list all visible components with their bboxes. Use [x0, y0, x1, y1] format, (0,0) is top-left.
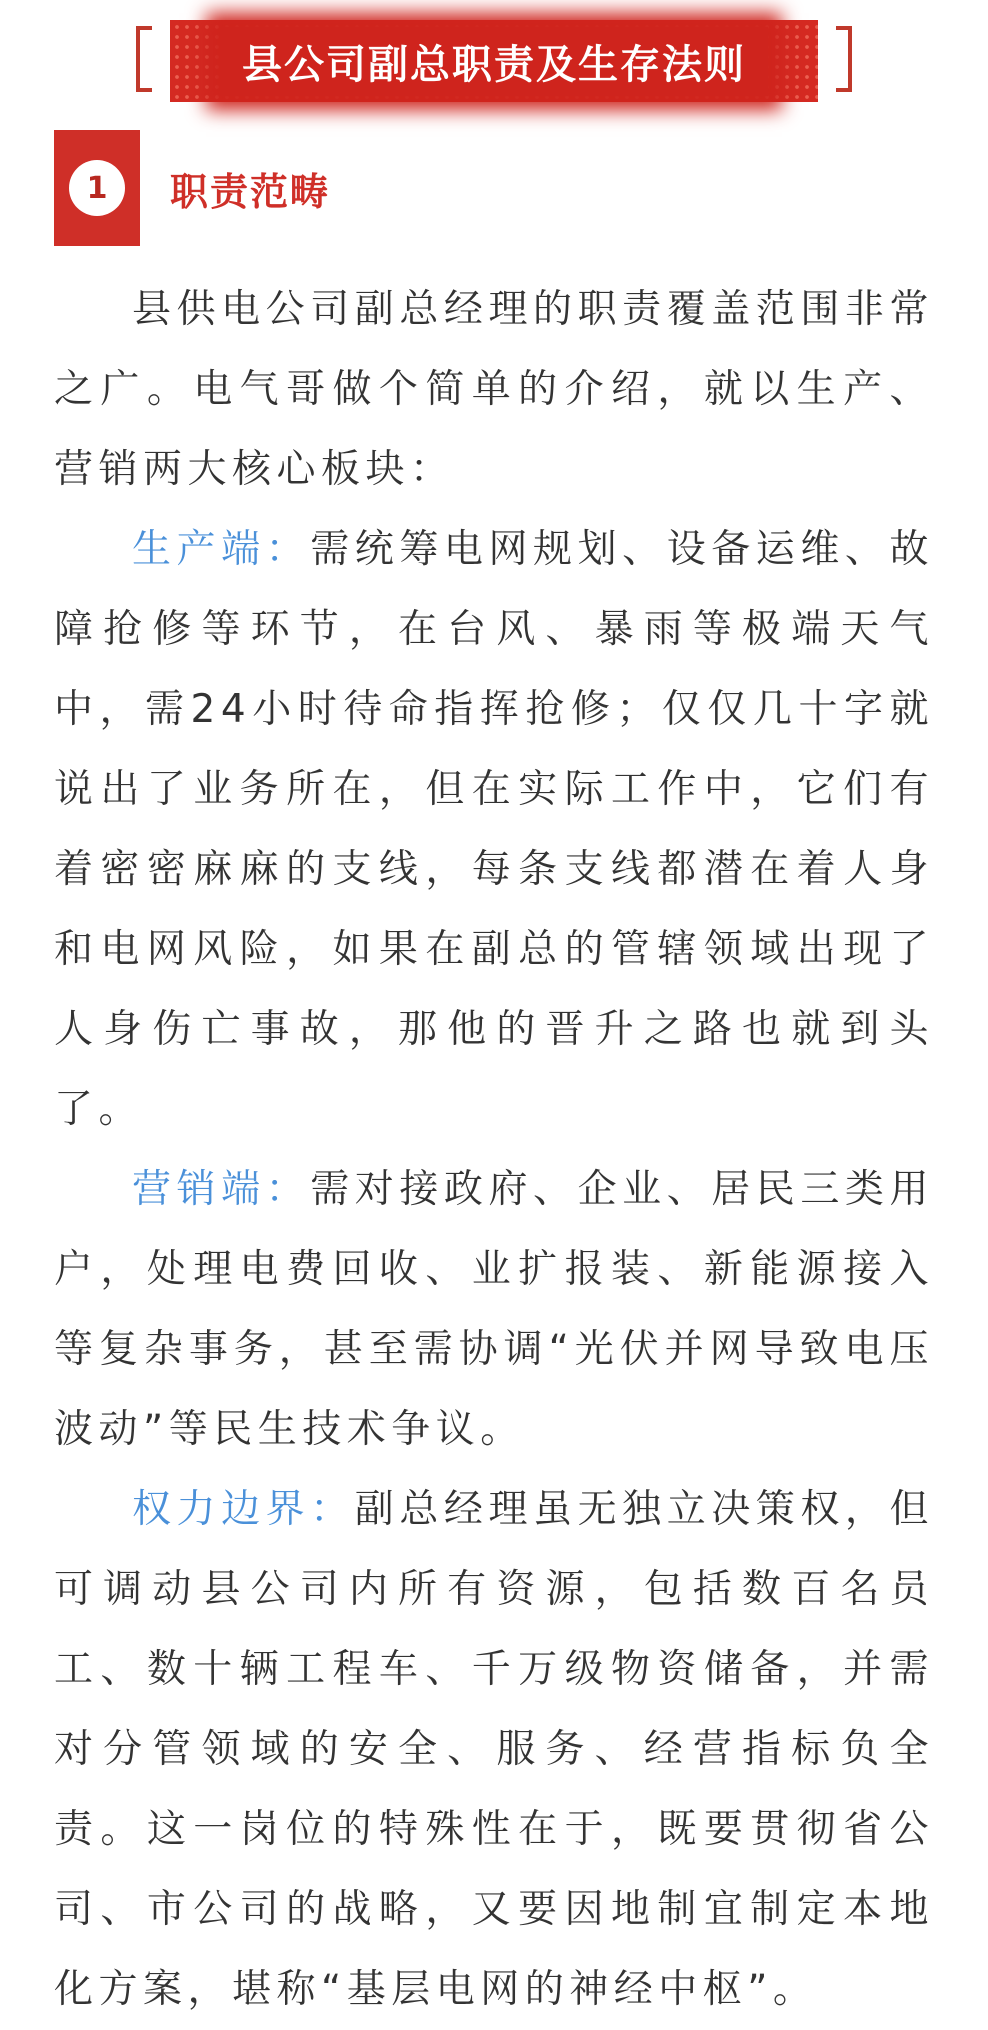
- authority-label: 权力边界：: [132, 1487, 355, 1532]
- production-text: 需统筹电网规划、设备运维、故障抢修等环节，在台风、暴雨等极端天气中，需24小时待命指挥抢修；仅仅几十字就说出了业务所在，但在实际工作中，它们有着密密麻麻的支线，每条支线都潜在着人身和电网风险，如果在副总的管辖领域出现了人身伤亡事故，那他的晋升之路也就到头了。: [54, 527, 934, 1132]
- banner-title: 县公司副总职责及生存法则: [242, 41, 746, 88]
- intro-paragraph: 县供电公司副总经理的职责覆盖范围非常之广。电气哥做个简单的介绍，就以生产、营销两大核心板块：: [54, 287, 934, 492]
- marketing-label: 营销端：: [132, 1167, 311, 1212]
- section-number-box: [54, 130, 140, 246]
- authority-paragraph: [54, 1470, 934, 2030]
- banner-background: [170, 20, 818, 102]
- banner-title-backdrop: [220, 27, 768, 96]
- section-title: 职责范畴: [170, 169, 331, 214]
- article-body: [54, 270, 934, 2030]
- title-banner: [136, 20, 852, 102]
- section-header: [54, 130, 330, 246]
- authority-text: 副总经理虽无独立决策权，但可调动县公司内所有资源，包括数百名员工、数十辆工程车、千万级物资储备，并需对分管领域的安全、服务、经营指标负全责。这一岗位的特殊性在于，既要贯彻省公司、市公司的战略，又要因地制宜制定本地化方案，堪称“基层电网的神经中枢”。: [54, 1487, 934, 2012]
- section-number-badge: 1: [69, 160, 125, 216]
- left-bracket-decoration: [136, 26, 152, 92]
- marketing-paragraph: [54, 1150, 934, 1470]
- production-label: 生产端：: [132, 527, 311, 572]
- production-paragraph: [54, 510, 934, 1150]
- marketing-text: 需对接政府、企业、居民三类用户，处理电费回收、业扩报装、新能源接入等复杂事务，甚至需协调“光伏并网导致电压波动”等民生技术争议。: [54, 1167, 934, 1452]
- right-bracket-decoration: [836, 26, 852, 92]
